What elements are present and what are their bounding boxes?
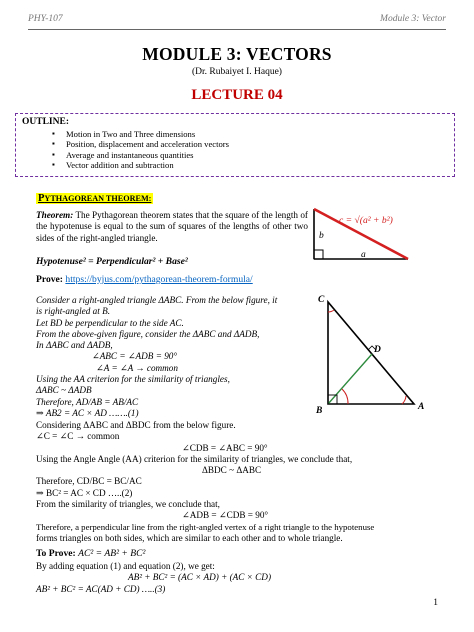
final-line: AB² + BC² = AC(AD + CD) …..(3) bbox=[36, 583, 166, 594]
angle-c-arc bbox=[328, 310, 334, 312]
outline-item: ▪ Average and instantaneous quantities bbox=[66, 150, 229, 160]
outline-item: ▪ Position, displacement and acceleration vectors bbox=[66, 139, 229, 149]
theorem-text: The Pythagorean theorem states that the square of the length of the hypotenuse is equal to the sum of squares of the lengths of other two sides of the right-angled triangle. bbox=[36, 210, 308, 243]
vertex-c-label: C bbox=[318, 295, 325, 305]
right-triangle-figure bbox=[304, 203, 416, 265]
proof-line: Let BD be perpendicular to the side AC. bbox=[36, 317, 184, 328]
proof-line: Consider a right-angled triangle ΔABC. From the below figure, it bbox=[36, 295, 278, 305]
vertex-b-label: B bbox=[316, 406, 323, 416]
similarity-line: ∠CDB = ∠ABC = 90° bbox=[182, 442, 268, 453]
hypotenuse-label: c = √(a² + b²) bbox=[339, 215, 393, 226]
vertex-d-label: D bbox=[374, 345, 381, 355]
similarity-line: Therefore, CD/BC = BC/AC bbox=[36, 476, 142, 487]
similarity-line: Using the Angle Angle (AA) criterion for the similarity of triangles, we conclude that, bbox=[36, 453, 353, 464]
to-prove-line bbox=[36, 548, 145, 559]
similarity-line: From the similarity of triangles, we conclude that, bbox=[36, 499, 220, 510]
side-b-label: b bbox=[319, 231, 324, 241]
outline-item: ▪ Vector addition and subtraction bbox=[66, 160, 229, 170]
similarity-line: ∠C = ∠C → common bbox=[36, 431, 120, 442]
altitude-bd bbox=[328, 354, 372, 404]
proof-line: ⇒ AB2 = AC × AD …….(1) bbox=[36, 407, 139, 418]
author: (Dr. Rubaiyet I. Haque) bbox=[192, 67, 282, 77]
proof-line: is right-angled at B. bbox=[36, 306, 111, 317]
final-line: AB² + BC² = (AC × AD) + (AC × CD) bbox=[128, 572, 272, 583]
section-heading bbox=[36, 193, 153, 204]
section-heading-first: P bbox=[38, 193, 45, 204]
outline-list bbox=[66, 129, 229, 170]
proof-line: ∠ABC = ∠ADB = 90° bbox=[92, 351, 178, 362]
similarity-line: ∠ADB = ∠CDB = 90° bbox=[182, 510, 269, 521]
proof-line: In ΔABC and ΔADB, bbox=[36, 340, 113, 351]
angle-a-arc bbox=[402, 396, 406, 404]
header-rule bbox=[28, 29, 446, 30]
proof-line: ΔABC ~ ΔADB bbox=[36, 385, 92, 396]
outline-title: OUTLINE: bbox=[22, 117, 69, 127]
header-right: Module 3: Vector bbox=[380, 14, 446, 24]
angle-b-arc bbox=[342, 389, 348, 404]
lecture-title: LECTURE 04 bbox=[191, 87, 283, 103]
prove-line bbox=[36, 274, 253, 285]
similarity-line: forms triangles on both sides, which are similar to each other and to whole triangle. bbox=[36, 532, 343, 543]
similarity-line: ⇒ BC² = AC × CD …..(2) bbox=[36, 487, 133, 498]
proof-line: Therefore, AD/AB = AB/AC bbox=[36, 396, 139, 407]
similar-triangles-figure bbox=[312, 292, 436, 416]
proof-block bbox=[36, 295, 277, 419]
similarity-line: Considering ΔABC and ΔBDC from the below figure. bbox=[36, 420, 236, 430]
proof-line: From the above-given figure, consider the ΔABC and ΔADB, bbox=[36, 328, 260, 339]
theorem-paragraph bbox=[36, 210, 308, 244]
proof-line: Using the AA criterion for the similarity of triangles, bbox=[36, 374, 230, 385]
prove-label: Prove: bbox=[36, 274, 63, 285]
final-line: By adding equation (1) and equation (2), we get: bbox=[36, 561, 215, 571]
right-angle-marker bbox=[314, 250, 323, 259]
outline-item: ▪ Motion in Two and Three dimensions bbox=[66, 129, 229, 139]
theorem-formula: Hypotenuse² = Perpendicular² + Base² bbox=[36, 256, 188, 267]
header-left: PHY-107 bbox=[28, 14, 63, 24]
page-number: 1 bbox=[433, 598, 438, 608]
section-heading-rest: YTHAGOREAN THEOREM: bbox=[44, 194, 152, 203]
page-title: MODULE 3: VECTORS bbox=[142, 44, 332, 64]
to-prove-label: To Prove: bbox=[36, 548, 76, 559]
proof-line: ∠A = ∠A → common bbox=[96, 362, 178, 373]
similarity-block bbox=[36, 420, 374, 544]
similarity-line: ΔBDC ~ ΔABC bbox=[202, 465, 262, 476]
final-block bbox=[36, 561, 271, 595]
side-a-label: a bbox=[361, 250, 366, 260]
theorem-label: Theorem: bbox=[36, 210, 74, 220]
similarity-line: Therefore, a perpendicular line from the right-angled vertex of a right triangle to the hypotenuse bbox=[36, 521, 375, 532]
prove-link[interactable]: https://byjus.com/pythagorean-theorem-formula/ bbox=[65, 274, 253, 285]
to-prove-equation: AC² = AB² + BC² bbox=[78, 548, 146, 559]
vertex-a-label: A bbox=[418, 402, 425, 412]
